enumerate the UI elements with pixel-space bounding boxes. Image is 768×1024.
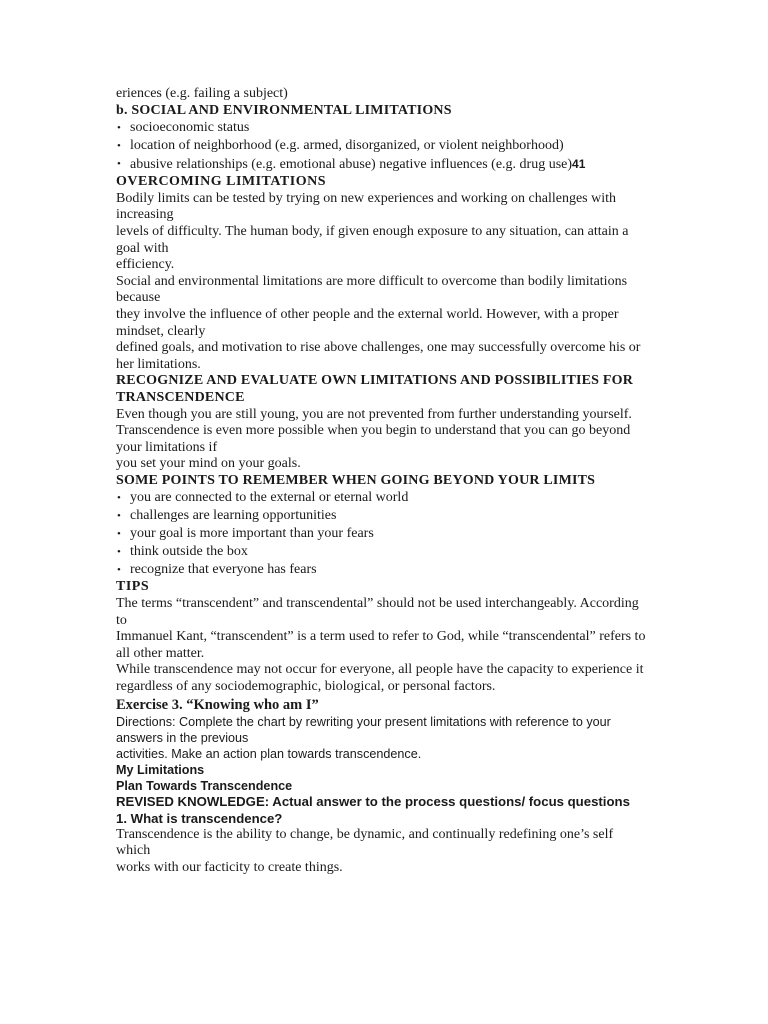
list-item: • think outside the box [117, 544, 248, 560]
list-item: • abusive relationships (e.g. emotional abuse) negative influences (e.g. drug use)41 [117, 157, 586, 173]
list-item: • recognize that everyone has fears [117, 562, 317, 578]
text-line: efficiency. [116, 257, 175, 273]
plan-label: Plan Towards Transcendence [116, 778, 293, 793]
text-line: you set your mind on your goals. [116, 456, 301, 472]
page-number: 41 [572, 157, 586, 172]
bullet-icon: • [117, 158, 121, 171]
bullet-icon: • [117, 122, 121, 135]
directions-line: activities. Make an action plan towards transcendence. [116, 746, 422, 761]
text-line: Transcendence is even more possible when you begin to understand that you can go beyond your limitations if [116, 423, 631, 455]
bullet-icon: • [117, 528, 121, 541]
text-line: Even though you are still young, you are not prevented from further understanding yourself. [116, 406, 632, 422]
list-item: • your goal is more important than your fears [117, 526, 374, 542]
text-line: regardless of any sociodemographic, biological, or personal factors. [116, 679, 496, 695]
bullet-icon: • [117, 140, 121, 153]
text-line: levels of difficulty. The human body, if given enough exposure to any situation, can attain a goal with [116, 223, 629, 256]
text-line: defined goals, and motivation to rise above challenges, one may successfully overcome his or her limitations. [116, 340, 641, 372]
bullet-icon: • [117, 492, 121, 505]
section-heading-overcoming: OVERCOMING LIMITATIONS [116, 174, 327, 190]
text-line: eriences (e.g. failing a subject) [116, 86, 288, 101]
bullet-icon: • [117, 546, 121, 559]
revised-knowledge-heading: REVISED KNOWLEDGE: Actual answer to the process questions/ focus questions [116, 793, 630, 809]
text-line: Bodily limits can be tested by trying on new experiences and working on challenges with increasing [116, 190, 616, 223]
points-list [116, 489, 646, 579]
section-heading-points: SOME POINTS TO REMEMBER WHEN GOING BEYOND YOUR LIMITS [116, 472, 596, 488]
text-line: works with our facticity to create things. [116, 859, 343, 875]
list-item: • location of neighborhood (e.g. armed, disorganized, or violent neighborhood) [117, 138, 564, 154]
bullet-icon: • [117, 510, 121, 523]
directions-line: Directions: Complete the chart by rewriting your present limitations with reference to your answers in the previous [116, 714, 611, 745]
exercise-title: Exercise 3. “Knowing who am I” [116, 696, 319, 713]
section-heading-recognize: RECOGNIZE AND EVALUATE OWN LIMITATIONS AND POSSIBILITIES FOR TRANSCENDENCE [116, 373, 634, 405]
text-line: Immanuel Kant, “transcendent” is a term used to refer to God, while “transcendental” refers to all other matter. [116, 629, 646, 661]
document-page [116, 86, 646, 876]
text-line: The terms “transcendent” and transcendental” should not be used interchangeably. According to [116, 596, 639, 628]
list-item: • you are connected to the external or eternal world [117, 490, 409, 506]
text-line: While transcendence may not occur for everyone, all people have the capacity to experience it [116, 662, 644, 678]
list-item: • challenges are learning opportunities [117, 508, 337, 524]
social-list [116, 119, 646, 174]
text-line: they involve the influence of other people and the external world. However, with a proper mindset, clearly [116, 306, 619, 339]
text-line: Social and environmental limitations are more difficult to overcome than bodily limitations because [116, 273, 628, 306]
question-1: 1. What is transcendence? [116, 810, 283, 826]
section-heading-social: b. SOCIAL AND ENVIRONMENTAL LIMITATIONS [116, 102, 452, 118]
section-heading-tips: TIPS [116, 579, 150, 595]
list-item: • socioeconomic status [117, 120, 250, 136]
bullet-icon: • [117, 564, 121, 577]
text-line: Transcendence is the ability to change, be dynamic, and continually redefining one’s self which [116, 826, 614, 859]
my-limitations-label: My Limitations [116, 762, 205, 777]
